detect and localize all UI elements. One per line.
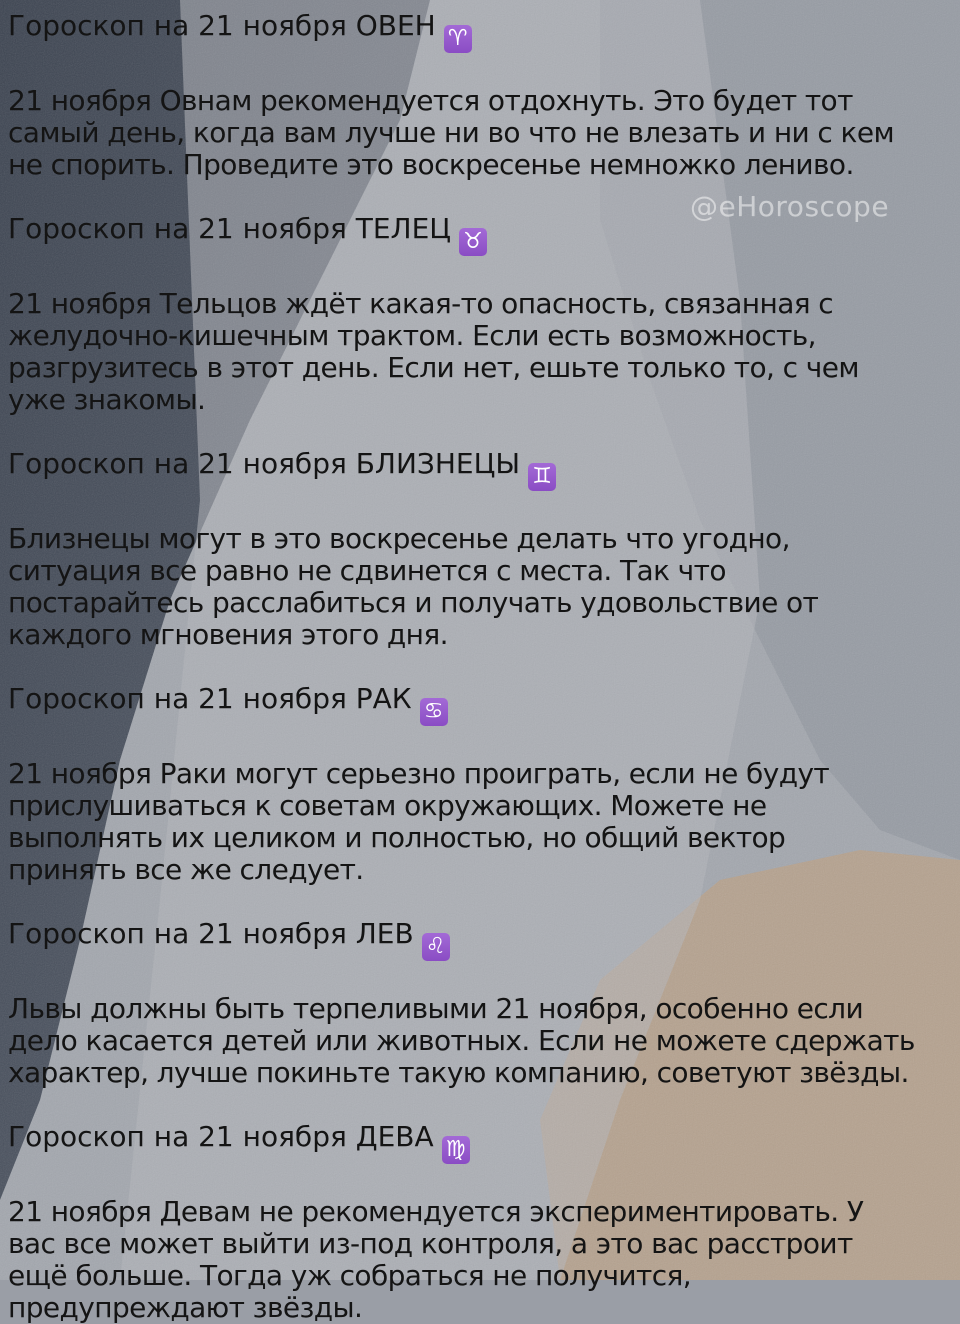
paragraph-line: принять все же следует. xyxy=(8,853,364,886)
paragraph-line: ситуация все равно не сдвинется с места. Так что xyxy=(8,554,726,587)
horoscope-section xyxy=(8,1121,953,1324)
paragraph-line: 21 ноября Овнам рекомендуется отдохнуть. Это будет тот xyxy=(8,84,853,117)
paragraph-line: желудочно-кишечным трактом. Если есть возможность, xyxy=(8,319,816,352)
heading-text: Гороскоп на 21 ноября РАК xyxy=(8,682,412,715)
taurus-icon: ♉ xyxy=(459,228,487,256)
horoscope-section xyxy=(8,448,953,683)
section-heading xyxy=(8,213,953,256)
paragraph-line: дело касается детей или животных. Если не можете сдержать xyxy=(8,1024,915,1057)
paragraph-line: выполнять их целиком и полностью, но общий вектор xyxy=(8,821,786,854)
section-heading xyxy=(8,10,953,53)
section-heading xyxy=(8,683,953,726)
paragraph-line: 21 ноября Тельцов ждёт какая-то опасность, связанная с xyxy=(8,287,834,320)
paragraph-line: разгрузитесь в этот день. Если нет, ешьте только то, с чем xyxy=(8,351,859,384)
heading-text: Гороскоп на 21 ноября ТЕЛЕЦ xyxy=(8,212,451,245)
paragraph-line: ещё больше. Тогда уж собраться не получится, xyxy=(8,1259,692,1292)
cancer-icon: ♋ xyxy=(420,698,448,726)
paragraph-line: не спорить. Проведите это воскресенье немножко лениво. xyxy=(8,148,854,181)
paragraph-line: предупреждают звёзды. xyxy=(8,1291,363,1324)
watermark: @eHoroscope xyxy=(690,190,890,223)
paragraph-line: характер, лучше покиньте такую компанию, советуют звёзды. xyxy=(8,1056,909,1089)
leo-icon: ♌ xyxy=(422,933,450,961)
heading-text: Гороскоп на 21 ноября ОВЕН xyxy=(8,9,436,42)
virgo-icon: ♍ xyxy=(442,1136,470,1164)
paragraph-line: 21 ноября Раки могут серьезно проиграть, если не будут xyxy=(8,757,830,790)
aries-icon: ♈ xyxy=(444,25,472,53)
heading-text: Гороскоп на 21 ноября БЛИЗНЕЦЫ xyxy=(8,447,521,480)
gemini-icon: ♊ xyxy=(528,463,556,491)
horoscope-section xyxy=(8,683,953,918)
section-heading xyxy=(8,1121,953,1164)
paragraph-line: самый день, когда вам лучше ни во что не влезать и ни с кем xyxy=(8,116,894,149)
paragraph-line: 21 ноября Девам не рекомендуется экспериментировать. У xyxy=(8,1195,864,1228)
heading-text: Гороскоп на 21 ноября ЛЕВ xyxy=(8,917,414,950)
paragraph-line: Львы должны быть терпеливыми 21 ноября, особенно если xyxy=(8,992,864,1025)
horoscope-section xyxy=(8,213,953,448)
paragraph-line: каждого мгновения этого дня. xyxy=(8,618,448,651)
horoscope-section xyxy=(8,10,953,213)
paragraph-line: вас все может выйти из-под контроля, а это вас расстроит xyxy=(8,1227,853,1260)
horoscope-section xyxy=(8,918,953,1121)
paragraph-line: Близнецы могут в это воскресенье делать что угодно, xyxy=(8,522,790,555)
paragraph-line: уже знакомы. xyxy=(8,383,206,416)
horoscope-list xyxy=(8,10,953,1324)
paragraph-line: прислушиваться к советам окружающих. Можете не xyxy=(8,789,767,822)
heading-text: Гороскоп на 21 ноября ДЕВА xyxy=(8,1120,434,1153)
section-heading xyxy=(8,918,953,961)
paragraph-line: постарайтесь расслабиться и получать удовольствие от xyxy=(8,586,819,619)
section-heading xyxy=(8,448,953,491)
